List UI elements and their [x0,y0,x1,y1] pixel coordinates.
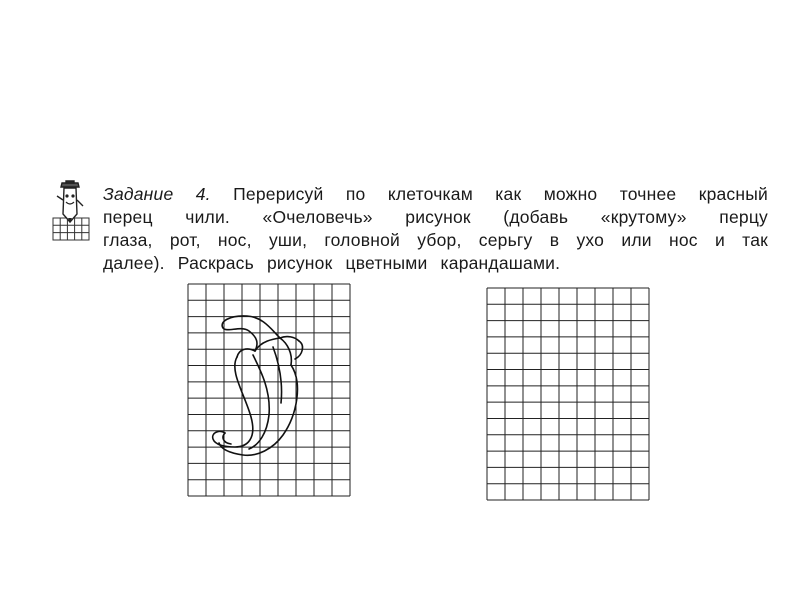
task-label: Задание 4. [103,184,211,204]
grid-lines [487,288,649,500]
task-line-1-text: Перерисуй по клеточкам как можно точнее красный [233,184,769,204]
task-4 [50,180,770,510]
reference-grid-with-pepper [187,283,351,497]
task-line-1 [103,183,768,206]
chili-pepper-drawing [213,316,303,455]
empty-drawing-grid [486,287,650,501]
task-line-3: глаза, рот, нос, уши, головной убор, серьгу в ухо или нос и так [103,230,768,250]
grid-lines [188,284,350,496]
task-line-2: перец чили. «Очеловечь» рисунок (добавь «крутому» перцу [103,207,768,227]
task-instructions [103,183,768,275]
pencil-mascot-icon [50,180,100,242]
task-line-4: далее). Раскрась рисунок цветными карандашами. [103,253,561,273]
